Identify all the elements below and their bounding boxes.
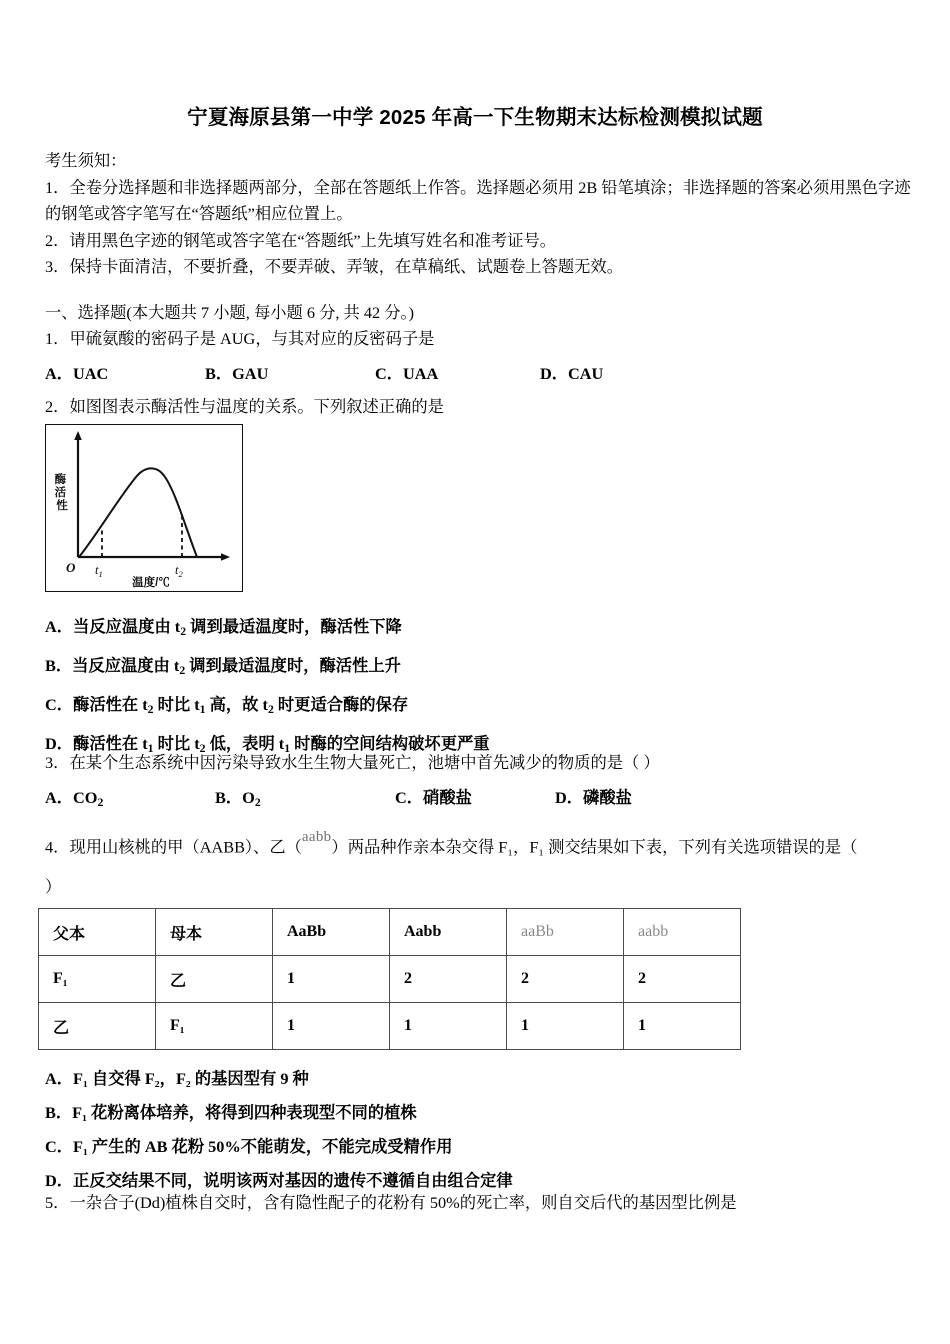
question-2-option-b[interactable]: B．当反应温度由 $t_2$ 调到最适温度时，酶活性上升 <box>45 655 401 677</box>
table-header-aabb-1: AaBb <box>273 909 390 956</box>
question-1-option-c[interactable]: C．UAA <box>375 364 439 383</box>
table-cell: F₁ <box>156 1003 273 1050</box>
table-row <box>39 956 741 1003</box>
notice-line-1: 1．全卷分选择题和非选择题两部分，全部在答题纸上作答。选择题必须用 2B 铅笔填涂；非选择题的答案必须用黑色字迹的钢笔或答字笔写在“答题纸”相应位置上。 <box>45 177 911 223</box>
question-4-stem <box>45 822 925 862</box>
question-1-text: 甲硫氨酸的密码子是 AUG，与其对应的反密码子是 <box>69 329 435 348</box>
question-4-text-part2: ）两品种作亲本杂交得 F₁，F₁ 测交结果如下表，下列有关选项错误的是（ <box>331 837 858 857</box>
table-cell: 2 <box>390 956 507 1003</box>
cross-result-table <box>38 908 741 1050</box>
notice-heading: 考生须知： <box>45 151 127 170</box>
table-cell: 乙 <box>39 1003 156 1050</box>
question-3-options <box>45 784 925 810</box>
section-heading: 一、选择题(本大题共 7 小题, 每小题 6 分, 共 42 分。) <box>45 303 415 322</box>
t2-label: $t_2$ <box>175 563 183 579</box>
question-3-option-c[interactable]: C．硝酸盐 <box>395 788 472 807</box>
table-header-father: 父本 <box>39 909 156 956</box>
question-3-option-a[interactable]: A．$CO_2$ <box>45 788 104 809</box>
question-4-options <box>45 1062 925 1198</box>
question-1-option-a[interactable]: A．UAC <box>45 364 109 383</box>
question-4-option-b[interactable]: B．F₁ 花粉离体培养，将得到四种表现型不同的植株 <box>45 1103 417 1122</box>
question-3-stem <box>45 750 925 776</box>
question-1-option-d[interactable]: D．CAU <box>540 364 604 383</box>
table-header-aabb-2: Aabb <box>390 909 507 956</box>
table-row <box>39 1003 741 1050</box>
question-5-stem <box>45 1190 925 1216</box>
notice-line-3: 3．保持卡面清洁，不要折叠，不要弄破、弄皱，在草稿纸、试题卷上答题无效。 <box>45 257 623 276</box>
question-1-stem <box>45 326 925 352</box>
question-5-text: 一杂合子(Dd)植株自交时，含有隐性配子的花粉有 50%的死亡率，则自交后代的基因型比例是 <box>69 1193 737 1212</box>
y-axis-arrow <box>74 431 82 440</box>
table-header-row <box>39 909 741 956</box>
notice-block <box>45 148 913 281</box>
table-header-aabb-3: aaBb <box>507 909 624 956</box>
table-cell: 2 <box>624 956 741 1003</box>
table-cell: 1 <box>390 1003 507 1050</box>
question-4-text-part1: 现用山核桃的甲（AABB）、乙（ <box>69 837 302 857</box>
question-1-options <box>45 360 925 386</box>
origin-label: O <box>66 560 76 575</box>
question-2-stem <box>45 394 925 420</box>
question-4-number: 4． <box>45 837 70 857</box>
question-1-option-b[interactable]: B．GAU <box>205 364 269 383</box>
t1-label: $t_1$ <box>95 563 103 579</box>
question-5-number: 5． <box>45 1193 70 1212</box>
question-2-option-d[interactable]: D．酶活性在 $t_1$ 时比 $t_2$ 低，表明 $t_1$ 时酶的空间结构破坏更严重 <box>45 733 490 755</box>
question-2-options <box>45 610 925 766</box>
question-4-option-c[interactable]: C．F₁ 产生的 AB 花粉 50%不能萌发，不能完成受精作用 <box>45 1137 453 1156</box>
x-axis-label: 温度/℃ <box>132 577 170 589</box>
y-axis-label: 酶 活 性 <box>54 474 68 512</box>
enzyme-activity-chart <box>46 425 241 590</box>
question-2-option-a[interactable]: A．当反应温度由 $t_2$ 调到最适温度时，酶活性下降 <box>45 617 402 638</box>
question-4-stem-cont: ） <box>45 877 62 896</box>
notice-line-2: 2．请用黑色字迹的钢笔或答字笔在“答题纸”上先填写姓名和准考证号。 <box>45 230 557 250</box>
table-header-mother: 母本 <box>156 909 273 956</box>
table-cell: 1 <box>273 956 390 1003</box>
activity-curve <box>79 468 197 557</box>
table-cell: 1 <box>624 1003 741 1050</box>
question-3-option-d[interactable]: D．磷酸盐 <box>555 788 632 807</box>
question-2-text: 如图图表示酶活性与温度的关系。下列叙述正确的是 <box>69 397 444 416</box>
question-3-option-b[interactable]: B．$O_2$ <box>215 788 261 809</box>
table-cell: 2 <box>507 956 624 1003</box>
page-title: 宁夏海原县第一中学 2025 年高一下生物期末达标检测模拟试题 <box>187 106 763 129</box>
x-axis-arrow <box>221 553 230 561</box>
question-4-option-d[interactable]: D．正反交结果不同，说明该两对基因的遗传不遵循自由组合定律 <box>45 1171 513 1190</box>
table-cell: 1 <box>507 1003 624 1050</box>
enzyme-activity-figure <box>45 424 243 592</box>
question-2-option-c[interactable]: C．酶活性在 $t_2$ 时比 $t_1$ 高，故 $t_2$ 时更适合酶的保存 <box>45 694 409 716</box>
question-3-number: 3． <box>45 753 70 772</box>
question-1-number: 1． <box>45 329 70 348</box>
question-4-genotype: aabb <box>301 829 332 845</box>
table-cell: F₁ <box>39 956 156 1003</box>
table-cell: 乙 <box>156 956 273 1003</box>
table-cell: 1 <box>273 1003 390 1050</box>
question-4-option-a[interactable]: A．F₁ 自交得 F₂，F₂ 的基因型有 9 种 <box>45 1069 309 1088</box>
table-header-aabb-4: aabb <box>624 909 741 956</box>
question-3-text: 在某个生态系统中因污染导致水生生物大量死亡，池塘中首先减少的物质的是（ ） <box>69 753 660 772</box>
question-2-number: 2． <box>45 397 70 416</box>
